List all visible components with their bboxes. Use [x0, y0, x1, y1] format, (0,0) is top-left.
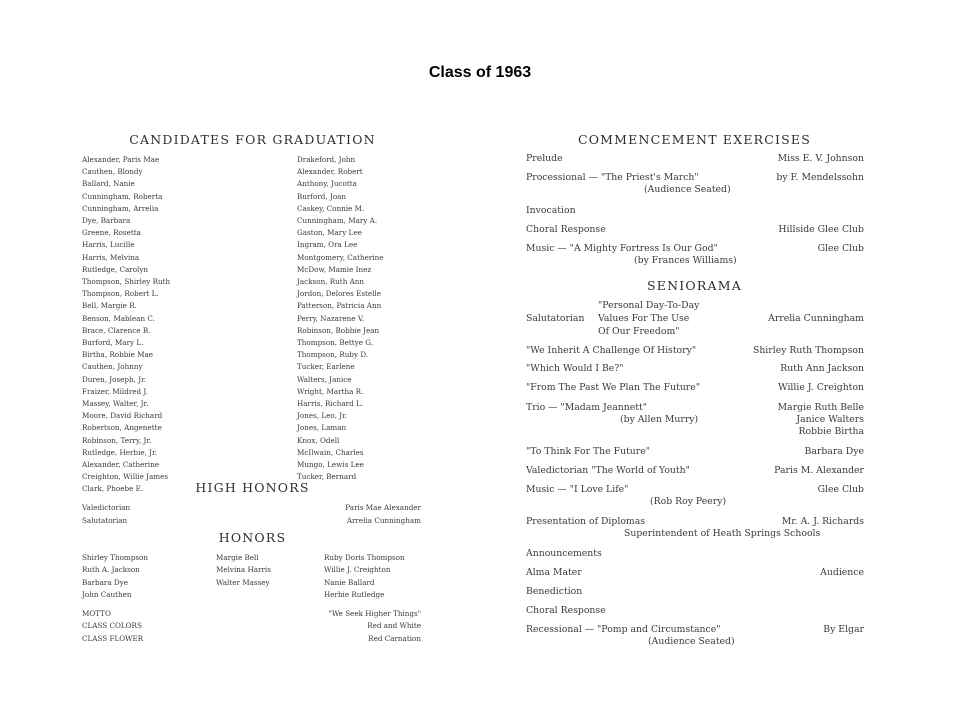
candidate-name: Jordon, Delores Estelle [297, 289, 382, 299]
motto-value: "We Seek Higher Things" [328, 609, 421, 618]
candidate-name: Anthony, Jucotta [297, 179, 357, 189]
candidate-name: Alexander, Paris Mae [82, 155, 160, 164]
honor-name: Barbara Dye [82, 577, 128, 587]
program-item-performer: Paris M. Alexander [774, 465, 864, 476]
candidate-name: Cunningham, Roberta [82, 191, 163, 201]
candidate-name: Harris, Richard L. [297, 399, 364, 409]
program-item-label: "From The Past We Plan The Future" [526, 382, 701, 393]
honors-column-3 [324, 552, 405, 601]
program-item-label: Alma Mater [526, 567, 582, 578]
candidate-name: Massey, Walter, Jr. [82, 399, 149, 409]
program-item-performer: Audience [820, 567, 864, 578]
program-item-performer: Hillside Glee Club [778, 224, 864, 235]
candidate-name: Harris, Melvina [82, 252, 140, 262]
motto-label: MOTTO [82, 609, 111, 618]
program-item-salutatorian [526, 300, 864, 340]
program-item-label: Music — "I Love Life" [526, 484, 629, 495]
candidate-name: Tucker, Earlene [297, 362, 355, 372]
candidate-name: Cunningham, Mary A. [297, 216, 378, 226]
program-item-label: Processional — "The Priest's March" [526, 172, 699, 183]
slide-title: Class of 1963 [428, 64, 532, 81]
candidate-name: Alexander, Robert [297, 167, 363, 177]
honor-name: Shirley Thompson [82, 553, 148, 562]
salutatorian-topic-line: "Personal Day-To-Day [598, 300, 700, 311]
candidate-name: Mungo, Lewis Lee [297, 460, 364, 470]
program-item-performer: Shirley Ruth Thompson [752, 345, 864, 356]
candidate-name: McDow, Mamie Inez [297, 264, 372, 274]
candidate-name: Jackson, Ruth Ann [297, 277, 365, 287]
program-item-label: "Which Would I Be?" [526, 363, 624, 374]
program-item-performer: Ruth Ann Jackson [780, 363, 864, 374]
honor-name: Walter Massey [216, 577, 270, 587]
candidate-name: Robinson, Bobbie Jean [297, 325, 380, 335]
seniorama-heading: SENIORAMA [647, 278, 742, 293]
candidate-name: Montgomery, Catherine [297, 252, 384, 262]
honors-heading: HONORS [218, 530, 287, 545]
candidate-name: Clark, Phoebe E. [82, 484, 144, 494]
program-item-label: Recessional — "Pomp and Circumstance" [526, 624, 721, 635]
candidate-name: Drakeford, John [297, 155, 356, 164]
candidate-name: Caskey, Connie M. [297, 203, 365, 213]
candidate-name: Knox, Odell [297, 435, 340, 445]
class-flower-value: Red Carnation [368, 633, 421, 643]
program-item-role: Salutatorian [526, 313, 585, 324]
candidate-name: Cauthen, Blondy [82, 167, 143, 177]
honor-name: Melvina Harris [216, 565, 271, 575]
class-flower-label: CLASS FLOWER [82, 633, 144, 643]
program-item-note: Superintendent of Heath Springs Schools [624, 528, 821, 539]
candidate-name: Cunningham, Arrelia [82, 203, 159, 213]
honor-name: Ruby Doris Thompson [324, 553, 405, 562]
program-item-note: (by Frances Williams) [634, 255, 737, 266]
honors-column-2 [216, 552, 271, 589]
program-item-performer: Margie Ruth Belle [777, 402, 864, 413]
program-item-label: "To Think For The Future" [526, 446, 651, 457]
salutatorian-topic-line: Of Our Freedom" [598, 326, 680, 337]
program-item-performer: Arrelia Cunningham [768, 313, 864, 324]
program-item-label: Invocation [526, 205, 576, 216]
program-item-performer: Willie J. Creighton [778, 382, 864, 393]
candidate-name: Ingram, Ora Lee [297, 240, 358, 250]
candidates-column-2 [297, 154, 383, 483]
candidate-name: Fraizer, Mildred J. [82, 386, 149, 396]
program-item-performer: by F. Mendelssohn [776, 172, 864, 183]
class-colors-label: CLASS COLORS [82, 621, 142, 631]
program-item-performer: By Elgar [823, 624, 864, 635]
salutatorian-topic-line: Values For The Use [598, 313, 690, 324]
salutatorian-name: Arrelia Cunningham [346, 516, 421, 525]
candidate-name: Robinson, Terry, Jr. [82, 435, 152, 445]
program-item-performer: Mr. A. J. Richards [781, 516, 864, 527]
candidate-name: Rutledge, Herbie, Jr. [82, 447, 157, 457]
program-item-label: Announcements [526, 548, 602, 559]
candidate-name: Gaston, Mary Lee [297, 228, 362, 238]
honor-name: John Cauthen [82, 589, 132, 599]
candidate-name: Wright, Martha R. [297, 386, 364, 396]
program-item-performer: Glee Club [817, 484, 864, 495]
candidate-name: Creighton, Willie James [82, 472, 169, 482]
candidate-name: Moore, David Richard [82, 411, 163, 421]
program-item-label: Music — "A Mighty Fortress Is Our God" [526, 243, 718, 254]
candidates-column-1 [82, 154, 170, 496]
candidate-name: Thompson, Shirley Ruth [82, 277, 171, 287]
left-page [80, 128, 425, 668]
program-item-label: Choral Response [526, 605, 606, 616]
honor-name: Margie Bell [216, 553, 259, 562]
program-item-trio [526, 402, 864, 442]
class-info-values [329, 608, 421, 645]
candidate-name: Duren, Joseph, Jr. [82, 374, 147, 384]
candidate-name: Rutledge, Carolyn [82, 264, 149, 274]
program-item-label: Valedictorian "The World of Youth" [526, 465, 690, 476]
program-item-label: Prelude [526, 153, 563, 164]
candidate-name: Bell, Margie R. [82, 301, 137, 311]
candidate-name: Cauthen, Johnny [82, 362, 143, 372]
program-item-note: (Audience Seated) [644, 184, 731, 195]
candidate-name: Dye, Barbara [82, 216, 131, 226]
class-colors-value: Red and White [367, 621, 421, 631]
program-item-label: Benediction [526, 586, 583, 597]
valedictorian-title: Valedictorian [82, 503, 131, 512]
candidates-heading: CANDIDATES FOR GRADUATION [129, 132, 376, 147]
candidate-name: Jones, Laman [297, 423, 347, 433]
program-item-performer: Janice Walters [796, 414, 864, 425]
candidate-name: McIlwain, Charles [297, 447, 364, 457]
commencement-heading: COMMENCEMENT EXERCISES [577, 132, 812, 147]
candidate-name: Walters, Janice [297, 374, 352, 384]
candidate-name: Perry, Nazarene V. [297, 313, 365, 323]
candidate-name: Robertson, Angenette [82, 423, 162, 433]
honor-name: Willie J. Creighton [324, 565, 391, 575]
honor-name: Nanie Ballard [324, 577, 375, 587]
class-info-labels [82, 608, 143, 645]
program-item-performer: Glee Club [817, 243, 864, 254]
candidate-name: Alexander, Catherine [82, 460, 159, 470]
candidate-name: Thompson, Bettye G. [297, 338, 374, 348]
candidate-name: Burford, Mary L. [82, 338, 144, 348]
program-item-label: "We Inherit A Challenge Of History" [526, 345, 697, 356]
right-page [522, 128, 867, 668]
program-item-label: Trio — "Madam Jeannett" [526, 402, 648, 413]
honor-name: Ruth A. Jackson [82, 565, 140, 575]
high-honors-heading: HIGH HONORS [195, 480, 310, 495]
candidate-name: Thompson, Ruby D. [297, 350, 369, 360]
candidate-name: Greene, Rosetta [82, 228, 141, 238]
candidate-name: Burford, Joan [297, 191, 347, 201]
program-item-performer: Miss E. V. Johnson [777, 153, 864, 164]
candidate-name: Benson, Mablean C. [82, 313, 155, 323]
salutatorian-title: Salutatorian [82, 516, 128, 525]
candidate-name: Ballard, Nanie [82, 179, 135, 189]
program-item-note: (Audience Seated) [648, 636, 735, 647]
candidate-name: Jones, Leo, Jr. [297, 411, 348, 421]
program-item-performer: Robbie Birtha [798, 426, 864, 437]
valedictorian-name: Paris Mae Alexander [345, 503, 421, 512]
candidate-name: Thompson, Robert L. [82, 289, 159, 299]
candidate-name: Harris, Lucille [82, 240, 135, 250]
candidate-name: Patterson, Patricia Ann [297, 301, 382, 311]
program-item-performer: Barbara Dye [804, 446, 864, 457]
honors-column-1 [82, 552, 148, 601]
candidate-name: Birtha, Robbie Mae [82, 350, 154, 360]
program-item-note: (by Allen Murry) [620, 414, 699, 425]
program-item-label: Choral Response [526, 224, 606, 235]
program-item-label: Presentation of Diplomas [526, 516, 646, 527]
program-item-note: (Rob Roy Peery) [650, 496, 727, 507]
candidate-name: Brace, Clarence B. [82, 325, 151, 335]
candidate-name: Tucker, Bernard [297, 472, 357, 482]
honor-name: Herbie Rutledge [324, 589, 385, 599]
